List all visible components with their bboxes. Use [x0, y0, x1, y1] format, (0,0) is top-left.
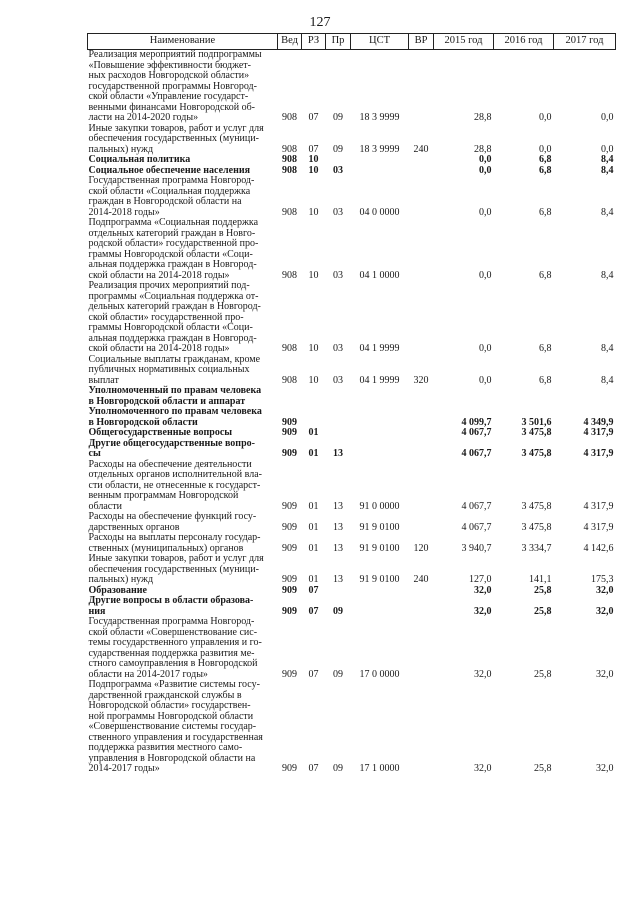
cell-rz: 10 — [308, 164, 319, 176]
cell-vr — [409, 166, 434, 177]
cell-y2015: 3 940,7 — [461, 542, 492, 554]
row-name-line: области — [88, 500, 122, 512]
cell-pr: 03 — [333, 343, 343, 354]
row-name-line: поддержка развития местного само- — [88, 742, 243, 753]
cell-y2016: 141,1 — [529, 574, 552, 585]
cell-y2016: 6,8 — [539, 269, 552, 281]
row-name-line: альная поддержка граждан в Новгород- — [88, 332, 257, 344]
table-row — [88, 680, 616, 775]
table-row — [88, 355, 616, 387]
cell-y2015: 32,0 — [474, 584, 492, 596]
cell-y2017: 4 317,9 — [583, 500, 614, 512]
row-name — [88, 680, 278, 775]
cell-vr — [409, 50, 434, 124]
row-name-line: ской области» государственной про- — [88, 311, 244, 323]
cell-ved: 909 — [282, 427, 297, 438]
cell-pr — [326, 586, 351, 597]
row-name — [88, 596, 278, 617]
cell-pr: 13 — [333, 574, 343, 585]
row-name-line: Подпрограмма «Социальная поддержка — [88, 217, 259, 228]
cell-pr: 13 — [333, 448, 343, 459]
cell-ved: 908 — [282, 143, 297, 155]
cell-vr: 240 — [413, 143, 429, 155]
cell-cst — [351, 439, 409, 460]
cell-rz: 10 — [308, 269, 319, 281]
row-name-line: ственного управления и государственная — [88, 731, 263, 743]
col-header-rz: РЗ — [302, 34, 326, 50]
cell-y2016: 3 475,8 — [521, 448, 552, 459]
cell-rz: 10 — [308, 154, 319, 165]
cell-y2015: 0,0 — [479, 206, 492, 218]
cell-y2016: 6,8 — [539, 374, 552, 386]
row-name-line: альная поддержка граждан в Новгород- — [88, 259, 257, 270]
cell-ved: 909 — [282, 605, 297, 617]
cell-rz: 10 — [308, 343, 319, 354]
page-number: 127 — [309, 15, 331, 30]
cell-cst: 17 0 0000 — [359, 668, 400, 680]
cell-ved: 908 — [282, 206, 297, 218]
row-name-line: программы «Социальная поддержка от- — [88, 290, 259, 302]
cell-ved: 909 — [282, 584, 297, 596]
cell-rz: 07 — [308, 584, 319, 596]
table-row — [88, 512, 616, 533]
table-row — [88, 428, 616, 439]
cell-y2017: 32,0 — [596, 605, 614, 617]
row-name — [88, 176, 278, 218]
cell-vr — [409, 155, 434, 166]
col-header-2015: 2015 год — [434, 34, 494, 50]
cell-ved: 909 — [282, 448, 297, 459]
cell-pr: 03 — [333, 164, 343, 176]
col-header-name: Наименование — [88, 34, 278, 50]
cell-y2016: 25,8 — [534, 584, 552, 596]
row-name — [88, 617, 278, 680]
table-row — [88, 176, 616, 218]
cell-y2015: 127,0 — [469, 574, 492, 585]
cell-rz: 07 — [308, 668, 319, 680]
row-name-line: ственных (муниципальных) органов — [88, 542, 244, 554]
row-name-line: ской области «Социальная поддержка — [88, 185, 251, 197]
row-name-line: венным программам Новгородской — [88, 490, 239, 501]
cell-pr — [326, 155, 351, 166]
row-name-line: Социальные выплаты гражданам, кроме — [88, 353, 261, 365]
cell-rz: 01 — [308, 574, 319, 585]
cell-y2016: 25,8 — [534, 763, 552, 774]
row-name-line: венными финансами Новгородской об- — [88, 101, 256, 113]
row-name-line: граммы Новгородской области «Соци- — [88, 248, 253, 260]
cell-cst: 04 1 9999 — [359, 374, 400, 386]
row-name-line: Расходы на обеспечение функций госу- — [88, 511, 257, 522]
row-name-line: ния — [88, 605, 106, 617]
cell-y2016: 0,0 — [539, 143, 552, 155]
row-name-line: Подпрограмма «Развитие системы госу- — [88, 679, 260, 690]
row-name-line: 2014-2018 годы» — [88, 206, 160, 218]
cell-rz: 01 — [308, 542, 319, 554]
cell-ved: 909 — [282, 416, 297, 428]
row-name-line: темы государственного управления и го- — [88, 637, 262, 648]
cell-y2016: 0,0 — [539, 112, 552, 123]
cell-cst: 18 3 9999 — [359, 112, 400, 123]
budget-table — [87, 33, 616, 775]
row-name-line: Новгородской области» государствен- — [88, 700, 251, 711]
cell-pr: 09 — [333, 668, 343, 680]
cell-cst — [351, 428, 409, 439]
cell-y2017: 8,4 — [601, 154, 614, 165]
cell-rz: 07 — [308, 605, 319, 617]
cell-ved: 909 — [282, 542, 297, 554]
cell-y2015: 32,0 — [474, 605, 492, 617]
row-name-line: дарственной гражданской службы в — [88, 689, 242, 701]
cell-cst — [351, 386, 409, 428]
row-name — [88, 281, 278, 355]
cell-pr: 09 — [333, 763, 343, 774]
cell-rz: 01 — [308, 521, 319, 533]
row-name-line: Уполномоченного по правам человека — [88, 406, 262, 417]
col-header-pr: Пр — [326, 34, 351, 50]
row-name-line: Реализация прочих мероприятий под- — [88, 280, 250, 291]
cell-ved: 909 — [282, 574, 297, 585]
row-name-line: граждан в Новгородской области на — [88, 196, 242, 207]
cell-ved: 909 — [282, 763, 297, 774]
table-row — [88, 155, 616, 166]
cell-y2017: 4 317,9 — [583, 448, 614, 459]
cell-pr: 13 — [333, 521, 343, 533]
row-name — [88, 218, 278, 281]
row-name-line: государственной программы Новгород- — [88, 80, 257, 92]
cell-pr — [326, 428, 351, 439]
cell-y2017: 0,0 — [601, 143, 614, 155]
row-name-line: области на 2014-2017 годы» — [88, 668, 208, 680]
row-name-line: сти области, не отнесенные к государст- — [88, 479, 261, 491]
row-name — [88, 355, 278, 387]
row-name-line: «Повышение эффективности бюджет- — [88, 59, 251, 71]
cell-y2015: 28,8 — [474, 112, 492, 123]
cell-vr: 240 — [413, 574, 429, 585]
row-name-line: сы — [88, 448, 101, 459]
row-name-line: обеспечения государственных (муници- — [88, 563, 259, 575]
row-name-line: дарственных органов — [88, 521, 180, 533]
table-row — [88, 50, 616, 124]
cell-y2015: 0,0 — [479, 343, 492, 354]
cell-ved: 909 — [282, 521, 297, 533]
row-name-line: ской области на 2014-2018 годы» — [88, 269, 230, 281]
table-row — [88, 596, 616, 617]
row-name-line: Образование — [88, 584, 147, 596]
col-header-2016: 2016 год — [494, 34, 554, 50]
cell-cst: 04 1 0000 — [359, 269, 400, 281]
cell-cst: 04 0 0000 — [359, 206, 400, 218]
row-name-line: Социальное обеспечение населения — [88, 164, 251, 176]
cell-rz: 10 — [308, 374, 319, 386]
row-name-line: публичных нормативных социальных — [88, 364, 250, 375]
row-name-line: ской области на 2014-2018 годы» — [88, 343, 230, 354]
row-name — [88, 386, 278, 428]
row-name-line: Расходы на выплаты персоналу государ- — [88, 532, 261, 543]
cell-y2015: 28,8 — [474, 143, 492, 155]
cell-y2017: 8,4 — [601, 164, 614, 176]
row-name — [88, 460, 278, 513]
cell-ved: 909 — [282, 500, 297, 512]
row-name-line: родской области» государственной про- — [88, 238, 259, 249]
row-name-line: Другие общегосударственные вопро- — [88, 437, 255, 449]
cell-vr — [409, 596, 434, 617]
cell-pr: 09 — [333, 605, 343, 617]
table-row — [88, 617, 616, 680]
row-name-line: пальных) нужд — [88, 143, 154, 155]
cell-y2017: 8,4 — [601, 374, 614, 386]
cell-pr: 09 — [333, 143, 343, 155]
cell-vr — [409, 218, 434, 281]
cell-y2017: 4 142,6 — [583, 542, 614, 554]
row-name-line: ской области «Управление государст- — [88, 91, 249, 102]
row-name-line: ной программы Новгородской области — [88, 710, 254, 722]
table-row — [88, 460, 616, 513]
row-name-line: Уполномоченный по правам человека — [88, 385, 262, 396]
row-name — [88, 512, 278, 533]
row-name-line: Иные закупки товаров, работ и услуг для — [88, 122, 264, 134]
cell-vr — [409, 617, 434, 680]
row-name — [88, 50, 278, 124]
col-header-vr: ВР — [409, 34, 434, 50]
row-name-line: отдельных органов исполнительной вла- — [88, 469, 262, 480]
cell-y2016: 3 475,8 — [521, 521, 552, 533]
cell-y2015: 4 067,7 — [461, 521, 492, 533]
row-name-line: Иные закупки товаров, работ и услуг для — [88, 553, 264, 564]
row-name-line: дельных категорий граждан в Новгород- — [88, 301, 261, 312]
cell-y2015: 4 067,7 — [461, 448, 492, 459]
cell-pr — [326, 386, 351, 428]
table-body — [88, 50, 616, 775]
cell-vr: 320 — [413, 374, 429, 386]
cell-pr: 03 — [333, 206, 343, 218]
cell-vr — [409, 386, 434, 428]
row-name-line: ской области «Совершенствование сис- — [88, 626, 258, 638]
cell-y2017: 32,0 — [596, 763, 614, 774]
cell-cst: 91 9 0100 — [359, 542, 400, 554]
cell-vr — [409, 680, 434, 775]
cell-pr: 03 — [333, 374, 343, 386]
row-name — [88, 554, 278, 586]
col-header-ved: Вед — [278, 34, 302, 50]
cell-y2017: 32,0 — [596, 668, 614, 680]
cell-y2017: 8,4 — [601, 343, 614, 354]
cell-y2017: 0,0 — [601, 112, 614, 123]
table-header — [88, 34, 616, 50]
cell-y2016: 3 334,7 — [521, 542, 552, 554]
cell-y2015: 4 067,7 — [461, 427, 492, 438]
col-header-cst: ЦСТ — [351, 34, 409, 50]
row-name-line: Реализация мероприятий подпрограммы — [88, 49, 262, 60]
cell-y2015: 0,0 — [479, 269, 492, 281]
cell-y2015: 0,0 — [479, 374, 492, 386]
table-row — [88, 439, 616, 460]
row-name-line: стного самоуправления в Новгородской — [88, 658, 258, 669]
cell-cst: 91 0 0000 — [359, 500, 400, 512]
cell-cst: 91 9 0100 — [359, 521, 400, 533]
table-row — [88, 386, 616, 428]
cell-vr: 120 — [413, 542, 429, 554]
table-row — [88, 281, 616, 355]
cell-ved: 908 — [282, 112, 297, 123]
cell-ved: 908 — [282, 374, 297, 386]
row-name-line: Расходы на обеспечение деятельности — [88, 458, 252, 470]
cell-cst: 18 3 9999 — [359, 143, 400, 155]
cell-pr: 03 — [333, 269, 343, 281]
row-name-line: Общегосударственные вопросы — [88, 427, 233, 438]
cell-cst — [351, 166, 409, 177]
row-name — [88, 533, 278, 554]
row-name-line: в Новгородской области — [88, 416, 198, 428]
cell-cst — [351, 155, 409, 166]
row-name-line: Государственная программа Новгород- — [88, 175, 255, 186]
row-name — [88, 428, 278, 439]
cell-pr: 09 — [333, 112, 343, 123]
cell-y2017: 4 349,9 — [583, 416, 614, 428]
row-name-line: управления в Новгородской области на — [88, 752, 256, 764]
cell-rz — [302, 386, 326, 428]
cell-y2015: 32,0 — [474, 668, 492, 680]
row-name-line: Социальная политика — [88, 154, 191, 165]
cell-y2016: 3 475,8 — [521, 427, 552, 438]
row-name-line: отдельных категорий граждан в Новго- — [88, 227, 256, 239]
cell-y2017: 8,4 — [601, 269, 614, 281]
cell-y2015: 4 099,7 — [461, 416, 492, 428]
row-name-line: граммы Новгородской области «Соци- — [88, 322, 253, 333]
cell-vr — [409, 439, 434, 460]
cell-y2017: 32,0 — [596, 584, 614, 596]
row-name-line: обеспечения государственных (муници- — [88, 133, 259, 144]
cell-y2016: 6,8 — [539, 343, 552, 354]
row-name — [88, 124, 278, 156]
cell-rz: 01 — [308, 500, 319, 512]
cell-rz: 07 — [308, 763, 319, 774]
row-name-line: Государственная программа Новгород- — [88, 616, 255, 627]
cell-rz: 01 — [308, 427, 319, 438]
cell-y2017: 4 317,9 — [583, 521, 614, 533]
cell-cst: 91 9 0100 — [359, 574, 400, 585]
cell-pr: 13 — [333, 500, 343, 512]
cell-y2015: 0,0 — [479, 164, 492, 176]
row-name-line: «Совершенствование системы государ- — [88, 721, 257, 732]
col-header-2017: 2017 год — [554, 34, 616, 50]
row-name — [88, 439, 278, 460]
cell-cst — [351, 596, 409, 617]
table-row — [88, 533, 616, 554]
cell-vr — [409, 176, 434, 218]
row-name-line: сударственная поддержка развития ме- — [88, 647, 255, 659]
cell-y2017: 4 317,9 — [583, 427, 614, 438]
cell-ved: 908 — [282, 154, 297, 165]
cell-cst: 04 1 9999 — [359, 343, 400, 354]
cell-vr — [409, 586, 434, 597]
cell-y2015: 4 067,7 — [461, 500, 492, 512]
cell-y2016: 6,8 — [539, 206, 552, 218]
cell-y2017: 8,4 — [601, 206, 614, 218]
cell-rz: 10 — [308, 206, 319, 218]
row-name-line: ных расходов Новгородской области» — [88, 70, 250, 81]
row-name — [88, 155, 278, 166]
cell-y2015: 0,0 — [479, 154, 492, 165]
row-name-line: выплат — [88, 374, 119, 386]
cell-ved: 908 — [282, 164, 297, 176]
row-name-line: Другие вопросы в области образова- — [88, 595, 254, 606]
row-name-line: ласти на 2014-2020 годы» — [88, 112, 199, 123]
cell-y2017: 175,3 — [591, 574, 614, 585]
cell-rz: 01 — [308, 448, 319, 459]
cell-ved: 908 — [282, 343, 297, 354]
cell-pr: 13 — [333, 542, 343, 554]
cell-cst — [351, 586, 409, 597]
cell-vr — [409, 512, 434, 533]
cell-cst: 17 1 0000 — [359, 763, 400, 774]
cell-y2016: 6,8 — [539, 154, 552, 165]
cell-vr — [409, 460, 434, 513]
cell-y2016: 3 501,6 — [521, 416, 552, 428]
cell-ved: 909 — [282, 668, 297, 680]
row-name-line: пальных) нужд — [88, 574, 154, 585]
cell-y2015: 32,0 — [474, 763, 492, 774]
cell-y2016: 3 475,8 — [521, 500, 552, 512]
row-name-line: 2014-2017 годы» — [88, 763, 160, 774]
cell-vr — [409, 428, 434, 439]
cell-y2016: 25,8 — [534, 668, 552, 680]
table-row — [88, 124, 616, 156]
cell-y2016: 25,8 — [534, 605, 552, 617]
cell-rz: 07 — [308, 143, 319, 155]
table-row — [88, 218, 616, 281]
cell-rz: 07 — [308, 112, 319, 123]
cell-ved: 908 — [282, 269, 297, 281]
cell-vr — [409, 281, 434, 355]
table-row — [88, 554, 616, 586]
row-name-line: в Новгородской области и аппарат — [88, 395, 246, 407]
cell-y2016: 6,8 — [539, 164, 552, 176]
